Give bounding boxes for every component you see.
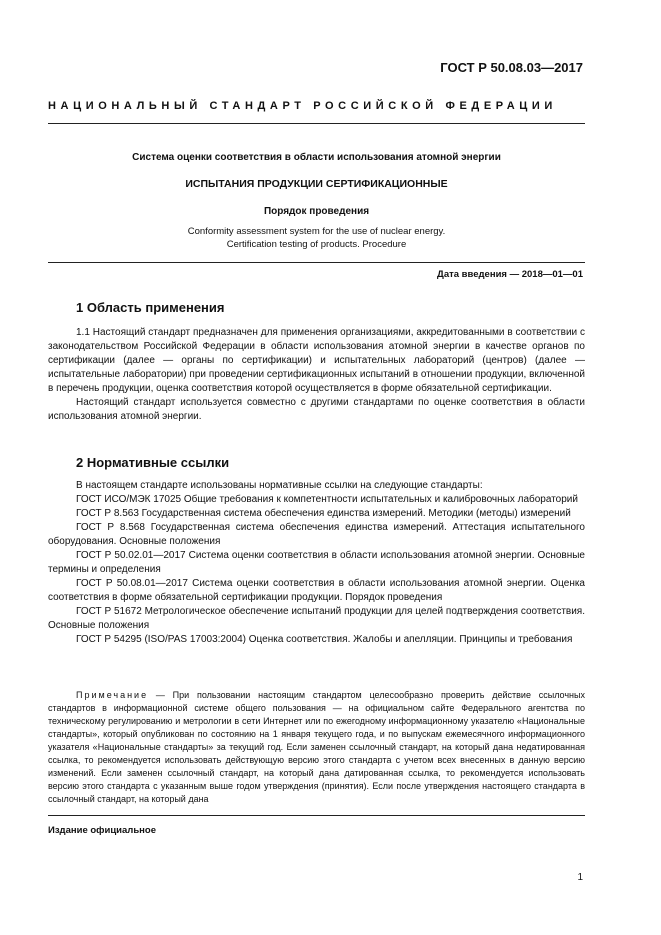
note-label: Примечание	[76, 690, 149, 700]
english-title-line-2: Certification testing of products. Procedure	[226, 239, 407, 250]
reference-item: ГОСТ Р 50.02.01—2017 Система оценки соответствия в области использования атомной энергии. Основные термины и определения	[48, 550, 585, 575]
reference-item: ГОСТ Р 8.568 Государственная система обеспечения единства измерений. Аттестация испытательного оборудования. Основные положения	[48, 522, 585, 547]
introduction-date: Дата введения — 2018—01—01	[437, 269, 583, 280]
footer-rule	[48, 815, 585, 816]
reference-item: ГОСТ Р 54295 (ISO/PAS 17003:2004) Оценка соответствия. Жалобы и апелляции. Принципы и требования	[76, 634, 573, 645]
title-rule	[48, 262, 585, 263]
section-2-intro: В настоящем стандарте использованы нормативные ссылки на следующие стандарты:	[76, 480, 483, 491]
official-edition-label: Издание официальное	[48, 825, 156, 836]
reference-item: ГОСТ Р 51672 Метрологическое обеспечение испытаний продукции для целей подтверждения соответствия. Основные положения	[48, 606, 585, 631]
section-2-heading: 2 Нормативные ссылки	[76, 455, 230, 470]
reference-item: ГОСТ Р 50.08.01—2017 Система оценки соответствия в области использования атомной энергии. Оценка соответствия в форме обязательной сертификации продукции. Порядок проведения	[48, 578, 585, 603]
section-1-paragraph-2: Настоящий стандарт используется совместно с другими стандартами по оценке соответствия в области использования атомной энергии.	[48, 397, 585, 422]
section-2-body	[48, 479, 585, 647]
english-title-line-1: Conformity assessment system for the use of nuclear energy.	[187, 226, 446, 237]
section-1-paragraph-1: 1.1 Настоящий стандарт предназначен для применения организациями, аккредитованными в соответствии с законодательством Российской Федерации в области использования атомной энергии в качестве органов по сертификации (далее — органы по сертификации) и испытательных лабораторий (центров) (далее — испытательные лаборатории) при проведении сертификационных испытаний в отношении продукции, включенной в перечень продукции, оценка соответствия которой осуществляется в форме обязательной сертификации.	[48, 327, 585, 394]
reference-item: ГОСТ ИСО/МЭК 17025 Общие требования к компетентности испытательных и калибровочных лабораторий	[76, 494, 578, 505]
section-1-heading: 1 Область применения	[76, 300, 225, 315]
note-text: — При пользовании настоящим стандартом целесообразно проверить действие ссылочных стандартов в информационной системе общего пользования — на официальном сайте Федерального агентства по техническому регулированию и метрологии в сети Интернет или по ежегодному информационному указателю «Национальные стандарты», который опубликован по состоянию на 1 января текущего года, и по выпускам ежемесячного информационного указателя «Национальные стандарты» за текущий год. Если заменен ссылочный стандарт, на который дана недатированная ссылка, то рекомендуется использовать действующую версию этого стандарта с учетом всех внесенных в данную версию изменений. Если заменен ссылочный стандарт, на который дана датированная ссылка, то рекомендуется использовать версию этого стандарта с указанным выше годом утверждения (принятия). Если после утверждения настоящего стандарта в ссылочный стандарт, на который дана	[48, 690, 585, 804]
english-title	[48, 225, 585, 251]
section-1-body	[48, 326, 585, 424]
header-rule	[48, 123, 585, 124]
national-standard-heading: НАЦИОНАЛЬНЫЙ СТАНДАРТ РОССИЙСКОЙ ФЕДЕРАЦИИ	[48, 100, 557, 112]
note-block	[48, 689, 585, 806]
note-paragraph	[48, 689, 585, 806]
reference-item: ГОСТ Р 8.563 Государственная система обеспечения единства измерений. Методики (методы) измерений	[76, 508, 571, 519]
main-title: ИСПЫТАНИЯ ПРОДУКЦИИ СЕРТИФИКАЦИОННЫЕ	[185, 178, 448, 190]
system-title: Система оценки соответствия в области использования атомной энергии	[132, 152, 501, 163]
page-number: 1	[577, 872, 583, 883]
subtitle: Порядок проведения	[263, 206, 370, 217]
document-code: ГОСТ Р 50.08.03—2017	[440, 60, 583, 75]
